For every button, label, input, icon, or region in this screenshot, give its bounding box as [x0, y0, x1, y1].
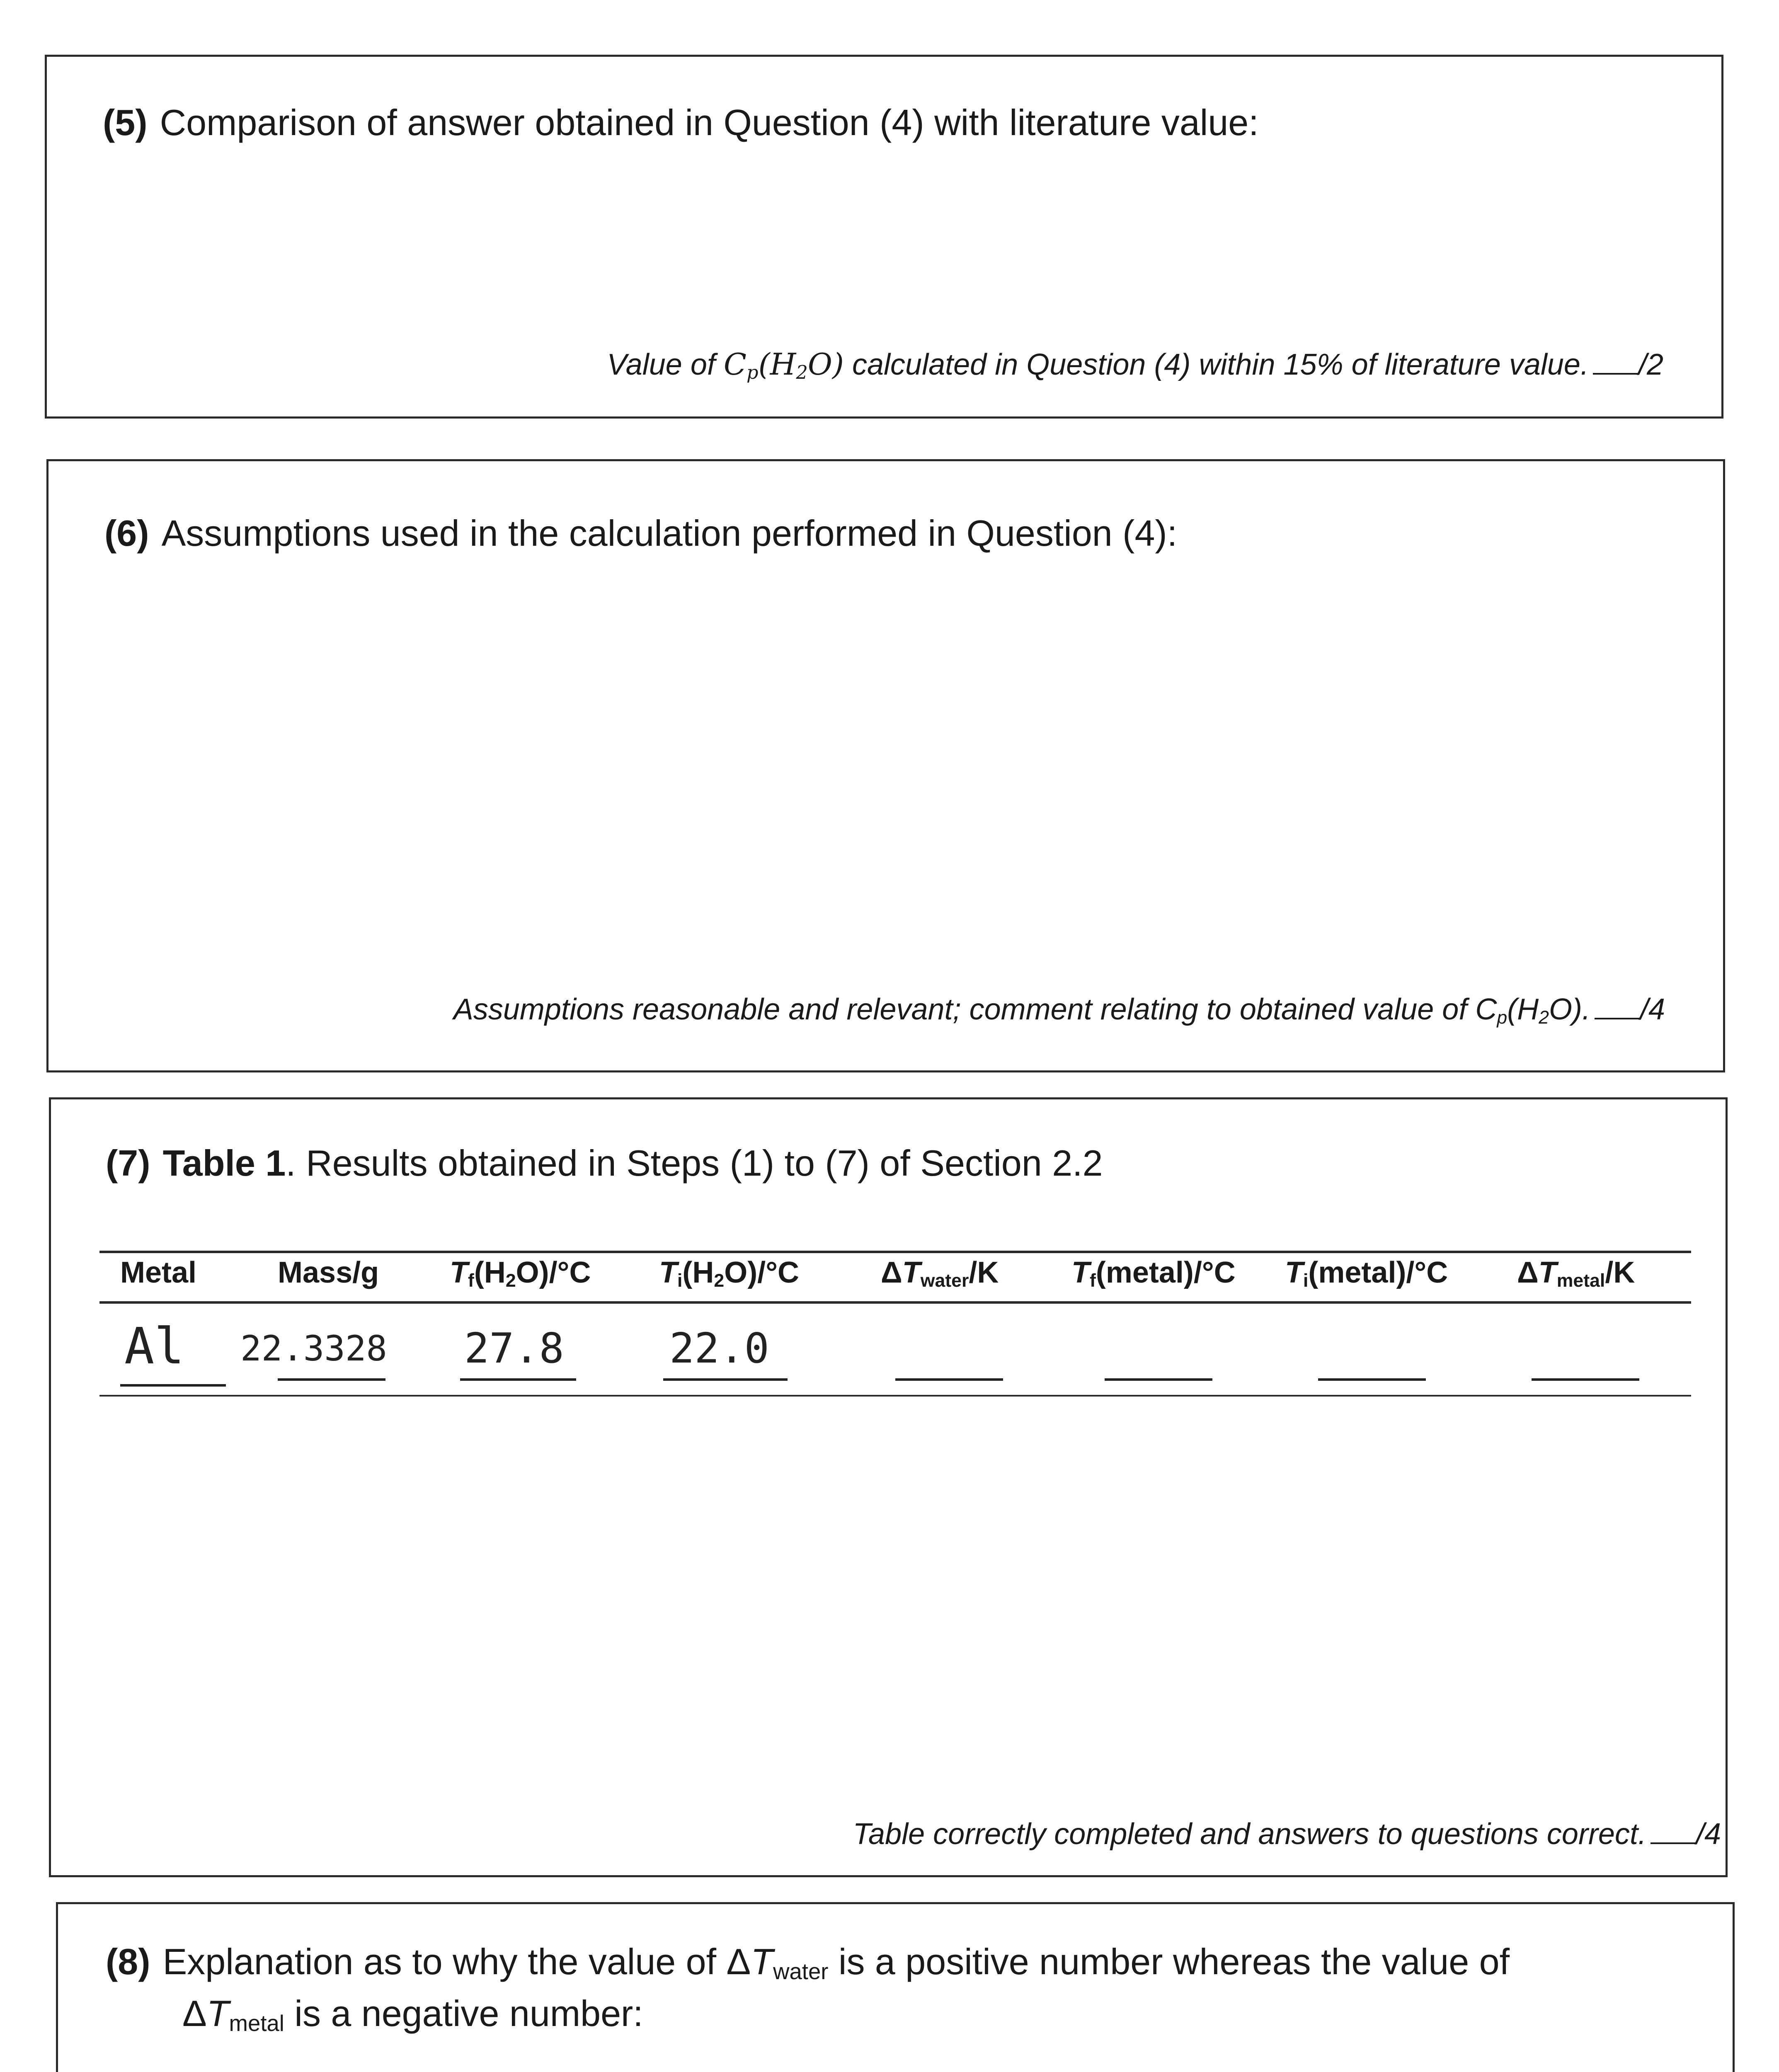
- question-6-score: /4: [1640, 993, 1665, 1026]
- question-5-text: Comparison of answer obtained in Question (4) with literature value:: [160, 102, 1259, 143]
- col-header-tf-h2o: $T_f(H_2O)/^\circ C$: [450, 1256, 591, 1291]
- table-caption: . Results obtained in Steps (1) to (7) of Section 2.2: [286, 1143, 1103, 1184]
- score-blank[interactable]: [1593, 373, 1638, 375]
- question-5-score: /2: [1638, 348, 1663, 381]
- col-header-metal: Metal: [120, 1256, 197, 1289]
- question-8-prompt-line-1: (8) Explanation as to why the value of $\Delta T_{water}$ is a positive number whereas the value of: [106, 1941, 1510, 1984]
- table-header-rule: [99, 1301, 1691, 1304]
- table-bottom-rule: [99, 1395, 1691, 1397]
- question-5-prompt: [103, 98, 1259, 148]
- question-8-number: (8): [106, 1941, 150, 1982]
- question-6-box: [46, 459, 1725, 1072]
- cell-ti-metal-blank[interactable]: [1318, 1378, 1426, 1381]
- cell-tf-metal-blank[interactable]: [1105, 1378, 1212, 1381]
- col-header-delta-t-metal: $\Delta T_{metal}/K$: [1517, 1256, 1635, 1291]
- cell-mass[interactable]: 22.3328: [240, 1328, 388, 1369]
- col-header-ti-metal: $T_i(metal)/^\circ C$: [1285, 1256, 1448, 1291]
- cell-ti-h2o-underline: [663, 1378, 788, 1381]
- col-header-mass: Mass/g: [278, 1256, 379, 1289]
- cell-tf-h2o[interactable]: 27.8: [464, 1324, 564, 1372]
- col-header-ti-h2o: $T_i(H_2O)/^\circ C$: [659, 1256, 799, 1291]
- question-6-criteria: Assumptions reasonable and relevant; comment relating to obtained value of $C_p(H_2O)$. /4: [453, 993, 1665, 1028]
- cell-metal[interactable]: Al: [124, 1318, 184, 1375]
- col-header-tf-metal: $T_f(metal)/^\circ C$: [1071, 1256, 1236, 1291]
- question-7-criteria: Table correctly completed and answers to questions correct. /4: [853, 1818, 1721, 1851]
- cell-delta-t-water-blank[interactable]: [895, 1378, 1003, 1381]
- cell-metal-underline: [120, 1384, 226, 1387]
- question-8-prompt-line-2: $\Delta T_{metal}$ is a negative number:: [182, 1993, 643, 2036]
- question-7-score: /4: [1696, 1818, 1721, 1851]
- cell-tf-h2o-underline: [460, 1378, 576, 1381]
- question-5-box: [45, 55, 1723, 419]
- question-5-number: (5): [103, 102, 148, 143]
- cell-mass-underline: [278, 1378, 385, 1381]
- question-5-criteria: Value of $C_p(H_2O)$ calculated in Question (4) within 15% of literature value. /2: [607, 347, 1663, 383]
- question-6-number: (6): [104, 513, 149, 554]
- cell-ti-h2o[interactable]: 22.0: [669, 1324, 769, 1372]
- score-blank[interactable]: [1595, 1018, 1640, 1019]
- question-7-box: [49, 1097, 1728, 1877]
- cell-delta-t-metal-blank[interactable]: [1532, 1378, 1639, 1381]
- question-7-number: (7): [106, 1143, 150, 1184]
- col-header-delta-t-water: $\Delta T_{water}/K$: [881, 1256, 999, 1291]
- question-6-prompt: [104, 509, 1177, 558]
- table-top-rule: [99, 1251, 1691, 1253]
- table-label: Table 1: [162, 1143, 286, 1184]
- question-7-prompt: [106, 1139, 1103, 1188]
- question-6-text: Assumptions used in the calculation performed in Question (4):: [161, 513, 1178, 554]
- question-8-box: [56, 1902, 1735, 2072]
- score-blank[interactable]: [1651, 1842, 1696, 1844]
